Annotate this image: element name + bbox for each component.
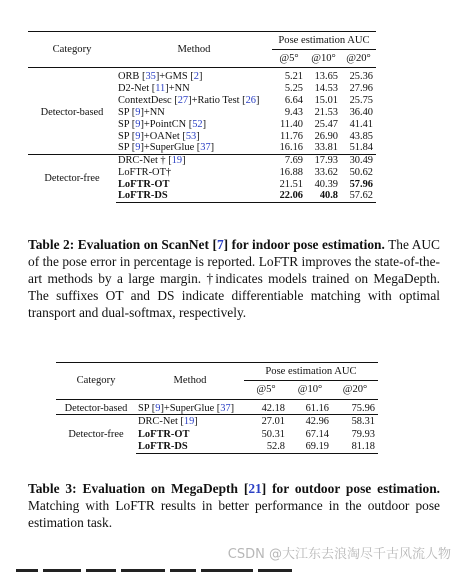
auc-value: 43.85 (349, 130, 373, 142)
auc-value-cell (272, 142, 306, 154)
auc-value-cell (306, 82, 341, 94)
citation-link[interactable]: 53 (185, 130, 197, 142)
auc-value-cell (332, 428, 378, 441)
auc-value: 50.31 (261, 428, 285, 440)
method-text: ] (194, 415, 198, 427)
method-cell (136, 400, 244, 415)
auc-value-cell (341, 178, 376, 190)
auc-value: 58.31 (351, 415, 375, 427)
auc-value-cell (244, 415, 288, 428)
method-text: LoFTR-OT (138, 428, 190, 440)
auc-value: 27.01 (261, 415, 285, 427)
method-text: ] (230, 403, 235, 414)
auc-value: 5.25 (284, 82, 303, 94)
table-2-group-header: Pose estimation AUC (272, 32, 376, 50)
method-text: ContextDesc [ (118, 94, 178, 106)
auc-value: 21.53 (314, 106, 338, 118)
method-text: SP [ (118, 142, 136, 154)
auc-value-cell (341, 118, 376, 130)
table-3-col-10: @10° (288, 381, 332, 400)
citation-link[interactable]: 26 (245, 94, 256, 106)
method-text: ] (202, 118, 207, 130)
method-text: ]+PointCN [ (140, 118, 193, 130)
auc-value-cell (332, 441, 378, 454)
auc-value: 36.40 (349, 106, 373, 118)
citation-link[interactable]: 35 (145, 71, 156, 82)
method-text: D2-Net [ (118, 82, 156, 94)
auc-value-cell (244, 400, 288, 415)
caption-2-title-b: ] for indoor pose estimation. (223, 237, 385, 252)
auc-value: 75.96 (351, 403, 375, 414)
method-text: ]+SuperGlue [ (160, 403, 221, 414)
auc-value: 33.62 (314, 166, 338, 178)
auc-value-cell (288, 415, 332, 428)
method-cell (116, 130, 272, 142)
category-cell: Detector-free (56, 415, 136, 454)
auc-value-cell (288, 441, 332, 454)
method-text: ]+Ratio Test [ (188, 94, 246, 106)
auc-value-cell (288, 400, 332, 415)
auc-value-cell (272, 68, 306, 83)
auc-value: 51.84 (349, 142, 373, 154)
auc-value-cell (272, 82, 306, 94)
auc-value-cell (272, 154, 306, 166)
method-text: ] (198, 71, 203, 82)
table-2-col-20: @20° (341, 50, 376, 68)
auc-value: 25.75 (349, 94, 373, 106)
method-cell (116, 142, 272, 154)
auc-value: 41.41 (349, 118, 373, 130)
auc-value-cell (272, 190, 306, 202)
auc-value: 17.93 (314, 154, 338, 166)
auc-value: 57.62 (349, 190, 373, 202)
auc-value-cell (306, 130, 341, 142)
method-cell (116, 68, 272, 83)
auc-value: 81.18 (351, 441, 375, 453)
auc-value-cell (341, 166, 376, 178)
auc-value: 42.96 (305, 415, 329, 427)
auc-value: 15.01 (314, 94, 338, 106)
auc-value: 9.43 (284, 106, 303, 118)
citation-link[interactable]: 9 (135, 142, 141, 154)
table-row (28, 68, 376, 83)
table-3-caption (28, 480, 440, 531)
caption-3-label: Table 3: (28, 481, 83, 496)
auc-value-cell (341, 106, 376, 118)
auc-value-cell (306, 94, 341, 106)
caption-2-title-a: Evaluation on ScanNet [ (77, 237, 217, 252)
auc-value: 42.18 (261, 403, 285, 414)
method-text: SP [ (138, 403, 156, 414)
method-text: LoFTR-DS (118, 190, 168, 202)
citation-link[interactable]: 9 (135, 130, 141, 142)
citation-link[interactable]: 11 (155, 82, 166, 94)
auc-value-cell (332, 415, 378, 428)
auc-value: 52.8 (266, 441, 285, 453)
method-cell (116, 178, 272, 190)
auc-value-cell (341, 154, 376, 166)
method-text: ] (210, 142, 215, 154)
citation-link[interactable]: 9 (135, 118, 141, 130)
auc-value: 25.47 (314, 118, 338, 130)
caption-2-body: The AUC of the pose error in percentage is reported. LoFTR improves the state-of-the-art methods by a large margin. †indicates models trained on MegaDepth. The suffixes OT and DS indicate differentiable matching with optimal transport and dual-softmax, respectively. (28, 237, 440, 320)
citation-link[interactable]: 37 (200, 142, 211, 154)
method-text: DRC-Net † [ (118, 154, 172, 166)
table-3-col-5: @5° (244, 381, 288, 400)
auc-value-cell (332, 400, 378, 415)
method-cell (116, 106, 272, 118)
method-text: LoFTR-OT† (118, 166, 172, 178)
table-2 (28, 31, 376, 203)
auc-value-cell (341, 68, 376, 83)
citation-link[interactable]: 19 (171, 154, 183, 166)
table-row (56, 400, 378, 415)
auc-value-cell (272, 118, 306, 130)
table-2-col-10: @10° (306, 50, 341, 68)
citation-link[interactable]: 52 (192, 118, 203, 130)
auc-value-cell (272, 178, 306, 190)
table-2-header-row-1 (28, 32, 376, 50)
table-3-category-header: Category (56, 363, 136, 400)
method-cell (116, 166, 272, 178)
method-text: ] (196, 130, 200, 142)
method-text: LoFTR-DS (138, 441, 188, 453)
auc-value: 5.21 (284, 71, 303, 82)
auc-value-cell (272, 166, 306, 178)
table-3-header-row-1 (56, 363, 378, 381)
auc-value-cell (272, 130, 306, 142)
category-cell: Detector-based (64, 403, 128, 414)
method-text: SP [ (118, 118, 136, 130)
auc-value: 21.51 (279, 178, 303, 190)
table-2-col-5: @5° (272, 50, 306, 68)
method-text: LoFTR-OT (118, 178, 170, 190)
auc-value-cell (341, 82, 376, 94)
category-cell: Detector-free (28, 154, 116, 202)
method-cell (136, 415, 244, 428)
method-text: SP [ (118, 106, 136, 118)
cropped-text-line (16, 566, 316, 572)
auc-value: 33.81 (314, 142, 338, 154)
method-text: DRC-Net [ (138, 415, 184, 427)
auc-value: 40.8 (319, 190, 338, 202)
citation-link[interactable]: 27 (177, 94, 189, 106)
auc-value-cell (306, 68, 341, 83)
auc-value-cell (341, 130, 376, 142)
table-2-method-header: Method (116, 32, 272, 68)
caption-3-title-a: Evaluation on MegaDepth [ (82, 481, 249, 496)
method-text: ]+NN (165, 82, 190, 94)
auc-value: 16.88 (279, 166, 303, 178)
method-cell (116, 94, 272, 106)
caption-3-title-b: ] for outdoor pose estimation. (261, 481, 441, 496)
caption-2-cite[interactable]: 7 (216, 237, 224, 252)
citation-link[interactable]: 2 (193, 71, 199, 82)
citation-link[interactable]: 37 (220, 403, 231, 414)
auc-value: 50.62 (349, 166, 373, 178)
auc-value: 25.36 (349, 71, 373, 82)
auc-value: 11.76 (280, 130, 303, 142)
method-text: ] (182, 154, 186, 166)
auc-value-cell (306, 166, 341, 178)
auc-value: 6.64 (284, 94, 303, 106)
auc-value-cell (272, 94, 306, 106)
auc-value-cell (341, 142, 376, 154)
citation-link[interactable]: 9 (135, 106, 141, 118)
table-3-group-header: Pose estimation AUC (244, 363, 378, 381)
method-text: ]+SuperGlue [ (140, 142, 201, 154)
auc-value-cell (244, 428, 288, 441)
auc-value-cell (306, 106, 341, 118)
method-text: ]+GMS [ (155, 71, 194, 82)
auc-value-cell (306, 118, 341, 130)
method-cell (136, 428, 244, 441)
auc-value: 16.16 (279, 142, 303, 154)
auc-value: 61.16 (305, 403, 329, 414)
auc-value-cell (288, 428, 332, 441)
citation-link[interactable]: 9 (155, 403, 161, 414)
auc-value-cell (341, 190, 376, 202)
auc-value: 79.93 (351, 428, 375, 440)
method-text: SP [ (118, 130, 136, 142)
table-row (56, 415, 378, 428)
auc-value: 13.65 (314, 71, 338, 82)
method-text: ]+OANet [ (140, 130, 186, 142)
table-2-category-header: Category (28, 32, 116, 68)
auc-value: 40.39 (314, 178, 338, 190)
method-cell (116, 190, 272, 202)
csdn-watermark: CSDN @大江东去浪淘尽千古风流人物 (227, 547, 451, 562)
method-cell (116, 118, 272, 130)
auc-value-cell (244, 441, 288, 454)
method-text: ORB [ (118, 71, 146, 82)
table-3 (56, 362, 378, 454)
method-cell (116, 154, 272, 166)
caption-3-cite[interactable]: 21 (248, 481, 262, 496)
method-cell (116, 82, 272, 94)
category-cell: Detector-based (40, 106, 104, 118)
method-cell (136, 441, 244, 454)
caption-3-body: Matching with LoFTR results in better performance in the outdoor pose estimation task. (28, 498, 440, 530)
auc-value: 67.14 (305, 428, 329, 440)
auc-value: 30.49 (349, 154, 373, 166)
citation-link[interactable]: 19 (183, 415, 195, 427)
method-text: ] (255, 94, 260, 106)
auc-value-cell (306, 178, 341, 190)
auc-value-cell (341, 94, 376, 106)
auc-value: 7.69 (284, 154, 303, 166)
auc-value-cell (306, 190, 341, 202)
auc-value: 11.40 (280, 118, 303, 130)
table-3-col-20: @20° (332, 381, 378, 400)
auc-value-cell (272, 106, 306, 118)
method-text: ]+NN (140, 106, 165, 118)
auc-value: 27.96 (349, 82, 373, 94)
auc-value-cell (306, 154, 341, 166)
auc-value: 57.96 (349, 178, 373, 190)
auc-value: 14.53 (314, 82, 338, 94)
auc-value: 22.06 (279, 190, 303, 202)
table-2-caption (28, 236, 440, 321)
auc-value-cell (306, 142, 341, 154)
auc-value: 69.19 (305, 441, 329, 453)
caption-2-label: Table 2: (28, 237, 78, 252)
table-row (28, 154, 376, 166)
auc-value: 26.90 (314, 130, 338, 142)
table-3-method-header: Method (136, 363, 244, 400)
